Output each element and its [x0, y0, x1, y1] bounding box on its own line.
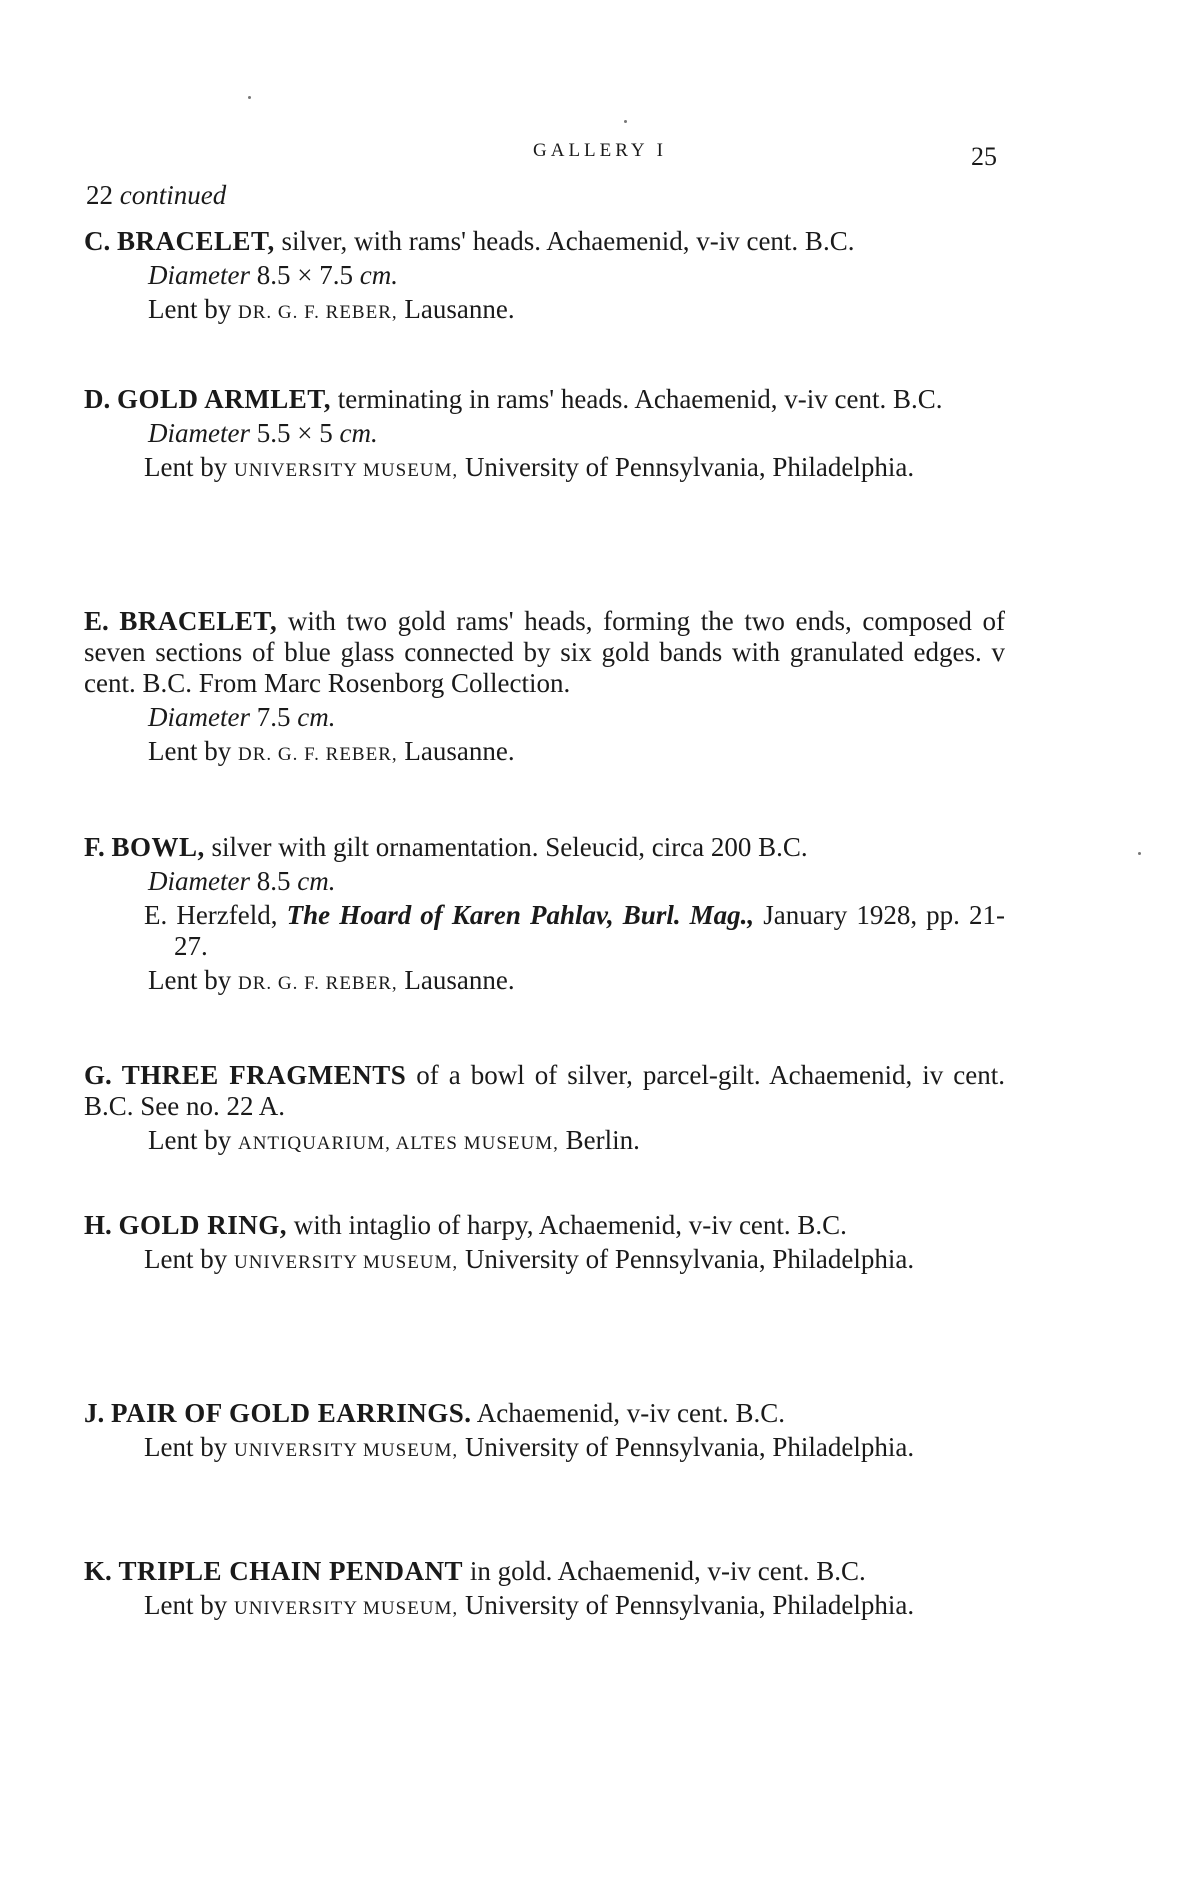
lent-by-label: Lent by: [148, 1125, 232, 1155]
entry-description: silver, with rams' heads. Achaemenid, v-iv cent. B.C.: [281, 226, 855, 256]
dimension-value: 8.5 × 7.5: [256, 260, 353, 290]
dimension-unit: cm.: [339, 418, 378, 448]
lender-name: UNIVERSITY MUSEUM,: [233, 1598, 459, 1619]
entry-letter: F.: [84, 832, 105, 862]
entry-heading: [84, 1060, 1005, 1122]
lender-name: UNIVERSITY MUSEUM,: [233, 460, 459, 481]
entry-description: in gold. Achaemenid, v-iv cent. B.C.: [469, 1556, 866, 1586]
entry-title: GOLD RING,: [118, 1210, 288, 1240]
entry-dimensions: [148, 866, 1005, 897]
dimension-value: 7.5: [256, 702, 291, 732]
entry-title: BRACELET,: [119, 606, 278, 636]
lender-place: University of Pennsylvania, Philadelphia.: [464, 1244, 915, 1274]
entry-description: Achaemenid, v-iv cent. B.C.: [476, 1398, 785, 1428]
entry-heading: [84, 1556, 1005, 1587]
entry-lender: [148, 1125, 1005, 1159]
entry-lender: [144, 1244, 1005, 1278]
entry-title: BRACELET,: [117, 226, 275, 256]
entry-heading: [84, 606, 1005, 699]
lent-by-label: Lent by: [144, 1590, 228, 1620]
dimension-label: Diameter: [148, 418, 250, 448]
dimension-label: Diameter: [148, 866, 250, 896]
entry-title: PAIR OF GOLD EARRINGS.: [111, 1398, 472, 1428]
page-number: 25: [971, 142, 997, 171]
entry-letter: C.: [84, 226, 111, 256]
entry-dimensions: [148, 418, 1005, 449]
entry-letter: G.: [84, 1060, 112, 1090]
catalogue-entry-c: [84, 226, 1005, 328]
entry-lender: [144, 1432, 1005, 1466]
lender-place: University of Pennsylvania, Philadelphia.: [464, 1432, 915, 1462]
entry-heading: [84, 1398, 1005, 1429]
lent-by-label: Lent by: [144, 1432, 228, 1462]
lender-place: Berlin.: [565, 1125, 640, 1155]
continued-heading: [86, 180, 226, 211]
catalogue-entry-h: [84, 1210, 1005, 1278]
lender-name: ANTIQUARIUM, ALTES MUSEUM,: [237, 1133, 559, 1154]
lent-by-label: Lent by: [148, 294, 232, 324]
reference-author: E. Herzfeld,: [144, 900, 278, 930]
catalogue-entry-d: [84, 384, 1005, 486]
lender-place: Lausanne.: [404, 965, 515, 995]
catalogue-entry-e: [84, 606, 1005, 770]
entry-title: GOLD ARMLET,: [117, 384, 332, 414]
entry-lender: [148, 965, 1005, 999]
paper-speck: [624, 120, 627, 123]
dimension-value: 5.5 × 5: [256, 418, 333, 448]
catalogue-entry-f: [84, 832, 1005, 999]
continued-label: continued: [119, 180, 227, 210]
entry-heading: [84, 226, 1005, 257]
entry-description: silver with gilt ornamentation. Seleucid, circa 200 B.C.: [211, 832, 808, 862]
entry-heading: [84, 1210, 1005, 1241]
dimension-label: Diameter: [148, 702, 250, 732]
entry-letter: E.: [84, 606, 109, 636]
dimension-unit: cm.: [359, 260, 398, 290]
entry-lender: [144, 452, 1005, 486]
lent-by-label: Lent by: [148, 736, 232, 766]
lender-name: DR. G. F. REBER,: [237, 744, 398, 765]
lender-place: Lausanne.: [404, 736, 515, 766]
entry-letter: K.: [84, 1556, 112, 1586]
lender-name: DR. G. F. REBER,: [237, 973, 398, 994]
reference-details: January 1928, pp. 21-27.: [174, 900, 1006, 961]
entry-lender: [148, 294, 1005, 328]
entry-dimensions: [148, 260, 1005, 291]
dimension-unit: cm.: [297, 866, 336, 896]
reference-title: The Hoard of Karen Pahlav, Burl. Mag.,: [286, 900, 755, 930]
running-head: GALLERY I: [533, 140, 667, 161]
lent-by-label: Lent by: [144, 1244, 228, 1274]
paper-speck: [1138, 852, 1141, 855]
entry-title: TRIPLE CHAIN PENDANT: [118, 1556, 464, 1586]
lender-place: University of Pennsylvania, Philadelphia.: [464, 452, 915, 482]
entry-reference: [144, 900, 1005, 962]
catalogue-entry-g: [84, 1060, 1005, 1159]
lender-name: DR. G. F. REBER,: [237, 302, 398, 323]
lender-name: UNIVERSITY MUSEUM,: [233, 1252, 459, 1273]
lender-name: UNIVERSITY MUSEUM,: [233, 1440, 459, 1461]
catalogue-entry-k: [84, 1556, 1005, 1624]
lent-by-label: Lent by: [144, 452, 228, 482]
entry-lender: [144, 1590, 1005, 1624]
entry-letter: D.: [84, 384, 111, 414]
dimension-unit: cm.: [297, 702, 336, 732]
entry-title: THREE FRAGMENTS: [121, 1060, 407, 1090]
entry-title: BOWL,: [111, 832, 205, 862]
paper-speck: [248, 96, 251, 99]
lender-place: Lausanne.: [404, 294, 515, 324]
entry-description: with two gold rams' heads, forming the two ends, composed of seven sections of blue glass connected by six gold bands with granulated edges. v cent. B.C. From Marc Rosenborg Collection.: [84, 606, 1005, 698]
catalogue-entry-j: [84, 1398, 1005, 1466]
entry-lender: [148, 736, 1005, 770]
dimension-label: Diameter: [148, 260, 250, 290]
entry-letter: H.: [84, 1210, 112, 1240]
dimension-value: 8.5: [256, 866, 291, 896]
entry-dimensions: [148, 702, 1005, 733]
entry-description: of a bowl of silver, parcel-gilt. Achaemenid, iv cent. B.C. See no. 22 A.: [84, 1060, 1005, 1121]
entry-description: with intaglio of harpy, Achaemenid, v-iv cent. B.C.: [293, 1210, 847, 1240]
entry-description: terminating in rams' heads. Achaemenid, v-iv cent. B.C.: [337, 384, 943, 414]
entry-heading: [84, 832, 1005, 863]
entry-heading: [84, 384, 1005, 415]
lender-place: University of Pennsylvania, Philadelphia.: [464, 1590, 915, 1620]
lent-by-label: Lent by: [148, 965, 232, 995]
entry-number: 22: [86, 180, 113, 210]
entry-letter: J.: [84, 1398, 105, 1428]
